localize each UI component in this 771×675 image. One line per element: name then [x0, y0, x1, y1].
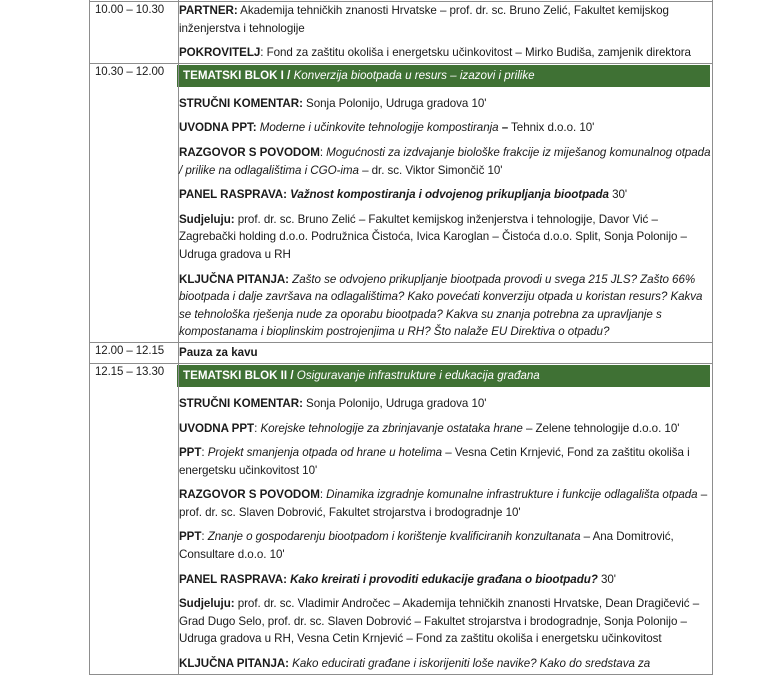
text-segment: Znanje o gospodarenju biootpadom i korištenje kvalificiranih konzultanata — [207, 530, 584, 544]
text-segment: PPT — [179, 530, 202, 544]
text-segment: – — [501, 121, 509, 135]
text-segment: KLJUČNA PITANJA: — [179, 272, 289, 286]
agenda-line — [179, 271, 712, 341]
text-segment: prof. dr. sc. Bruno Zelić – Fakultet kemijskog inženjerstva i tehnologije, Davor Vić – Zagrebački holding d.o.o. Podružnica Čistoća, Ivica Karoglan – Čistoća d.o.o. Split, Sonja Polonijo – Udruga gradova u RH — [179, 212, 687, 261]
agenda-line — [179, 420, 712, 438]
text-segment: Sudjeluju: — [179, 597, 235, 611]
table-row — [90, 363, 713, 674]
agenda-line — [179, 595, 712, 648]
text-segment: : — [319, 145, 327, 159]
text-segment: – Ana Domitrović, Consultare d.o.o. 10' — [179, 530, 674, 562]
block-header-separator: / — [283, 68, 294, 82]
text-segment: Kako kreirati i provoditi edukacije građana o biootpadu? — [290, 572, 598, 586]
text-segment: Projekt smanjenja otpada od hrane u hotelima — [207, 446, 446, 460]
text-segment: Akademija tehničkih znanosti Hrvatske – prof. dr. sc. Bruno Zelić, Fakultet kemijskog inženjerstva i tehnologije — [179, 4, 669, 35]
text-segment: Korejske tehnologije za zbrinjavanje ostataka hrane — [260, 421, 526, 435]
text-segment: Dinamika izgradnje komunalne infrastrukture i funkcije odlagališta otpada — [326, 488, 701, 502]
text-segment: PPT — [179, 446, 202, 460]
text-segment: Sonja Polonijo, Udruga gradova 10' — [302, 396, 487, 410]
time-label: 12.00 – 12.15 — [95, 344, 165, 357]
text-segment: – Vesna Cetin Krnjević, Fond za zaštitu okoliša i energetsku učinkovitost 10' — [179, 446, 690, 477]
text-segment: Sonja Polonijo, Udruga gradova 10' — [302, 96, 487, 110]
text-segment: PANEL RASPRAVA: — [179, 188, 291, 202]
table-row — [90, 63, 713, 342]
text-segment: RAZGOVOR S POVODOM — [179, 145, 320, 159]
text-segment: prof. dr. sc. Vladimir Andročec – Akademija tehničkih znanosti Hrvatske, Dean Dragičević – Grad Dugo Selo, prof. dr. sc. Slaven Dobrović – Fakultet strojarstva i brodogradnje, Sonja Polonijo – Udruga gradova u RH, Vesna Cetin Krnjević – Fond za zaštitu okoliša i energetsku učinkovitost — [179, 597, 700, 646]
text-segment: PANEL RASPRAVA: — [179, 572, 291, 586]
text-segment: : — [254, 421, 261, 435]
agenda-line — [179, 44, 712, 62]
agenda-line — [179, 486, 712, 521]
program-cell — [179, 2, 713, 64]
table-row — [90, 2, 713, 64]
time-cell — [90, 342, 179, 363]
program-cell — [179, 63, 713, 342]
text-segment: RAZGOVOR S POVODOM — [179, 488, 320, 502]
agenda-line — [179, 2, 712, 37]
program-cell — [179, 363, 713, 674]
text-segment: – prof. dr. sc. Slaven Dobrović, Fakultet strojarstva i brodogradnje 10' — [179, 488, 708, 519]
agenda-line — [179, 211, 712, 264]
thematic-block-header — [177, 365, 710, 387]
text-segment: 30' — [608, 188, 628, 202]
text-segment: Tehnix d.o.o. 10' — [508, 121, 595, 135]
agenda-table-body — [90, 0, 713, 674]
agenda-line — [179, 95, 712, 113]
text-segment: – dr. sc. Viktor Simončič 10' — [362, 163, 503, 177]
text-segment: Važnost kompostiranja i odvojenog prikupljanja biootpada — [290, 188, 609, 202]
text-segment: – Zelene tehnologije d.o.o. 10' — [525, 421, 680, 435]
text-segment: Sudjeluju: — [179, 212, 235, 226]
agenda-line — [179, 186, 712, 204]
text-segment: UVODNA PPT: — [179, 121, 257, 135]
block-header-name: TEMATSKI BLOK I — [183, 68, 284, 82]
agenda-line — [179, 655, 712, 673]
text-segment: Kako educirati građane i iskorijeniti loše navike? Kako do sredstava za — [289, 657, 651, 671]
text-segment: 30' — [597, 572, 616, 586]
block-header-subtitle: Konverzija biootpada u resurs – izazovi i prilike — [293, 68, 535, 82]
thematic-block-header — [177, 65, 710, 87]
text-segment: Zašto se odvojeno prikupljanje biootpada provodi u svega 215 JLS? Zašto 66% biootpada i dalje završava na odlagalištima? Kako povećati konverziju otpada u koristan resurs? Kakva se tehnološka rješenja nude za oporabu biootpada? Kakva su znanja potrebna za upravljanje s kompostanama i bioplinskim postrojenjima u RH? Što nalaže EU Direktiva o otpadu? — [179, 272, 703, 339]
time-cell — [90, 363, 179, 674]
agenda-line — [179, 444, 712, 479]
time-cell — [90, 2, 179, 64]
text-segment: STRUČNI KOMENTAR: — [179, 396, 303, 410]
block-header-name: TEMATSKI BLOK II — [183, 368, 288, 382]
text-segment: UVODNA PPT — [179, 421, 255, 435]
time-label: 12.15 – 13.30 — [95, 365, 165, 378]
table-row — [90, 342, 713, 363]
agenda-line — [179, 119, 712, 137]
text-segment: : — [319, 488, 327, 502]
agenda-line — [179, 571, 712, 589]
text-segment: KLJUČNA PITANJA: — [179, 657, 289, 671]
block-header-subtitle: Osiguravanje infrastrukture i edukacija građana — [296, 368, 540, 382]
agenda-table — [89, 0, 713, 675]
time-label: 10.00 – 10.30 — [95, 4, 165, 16]
text-segment: PARTNER: — [179, 4, 238, 17]
block-header-separator: / — [287, 368, 297, 382]
agenda-line — [179, 144, 712, 179]
text-segment: Mogućnosti za izdvajanje biološke frakcije iz miješanog komunalnog otpada / prilike na odlagalištima i CGO-ima — [179, 145, 711, 177]
agenda-line — [179, 395, 712, 413]
time-label: 10.30 – 12.00 — [95, 65, 165, 78]
coffee-break-label: Pauza za kavu — [179, 345, 258, 359]
text-segment: Moderne i učinkovite tehnologije kompostiranja — [256, 121, 502, 135]
text-segment: : Fond za zaštitu okoliša i energetsku učinkovitost – Mirko Budiša, zamjenik direktora — [260, 46, 691, 60]
agenda-line — [179, 528, 712, 563]
time-cell — [90, 63, 179, 342]
text-segment: : — [201, 530, 208, 544]
text-segment: POKROVITELJ — [179, 46, 261, 60]
program-cell — [179, 342, 713, 363]
text-segment: : — [201, 446, 208, 460]
text-segment: STRUČNI KOMENTAR: — [179, 96, 303, 110]
